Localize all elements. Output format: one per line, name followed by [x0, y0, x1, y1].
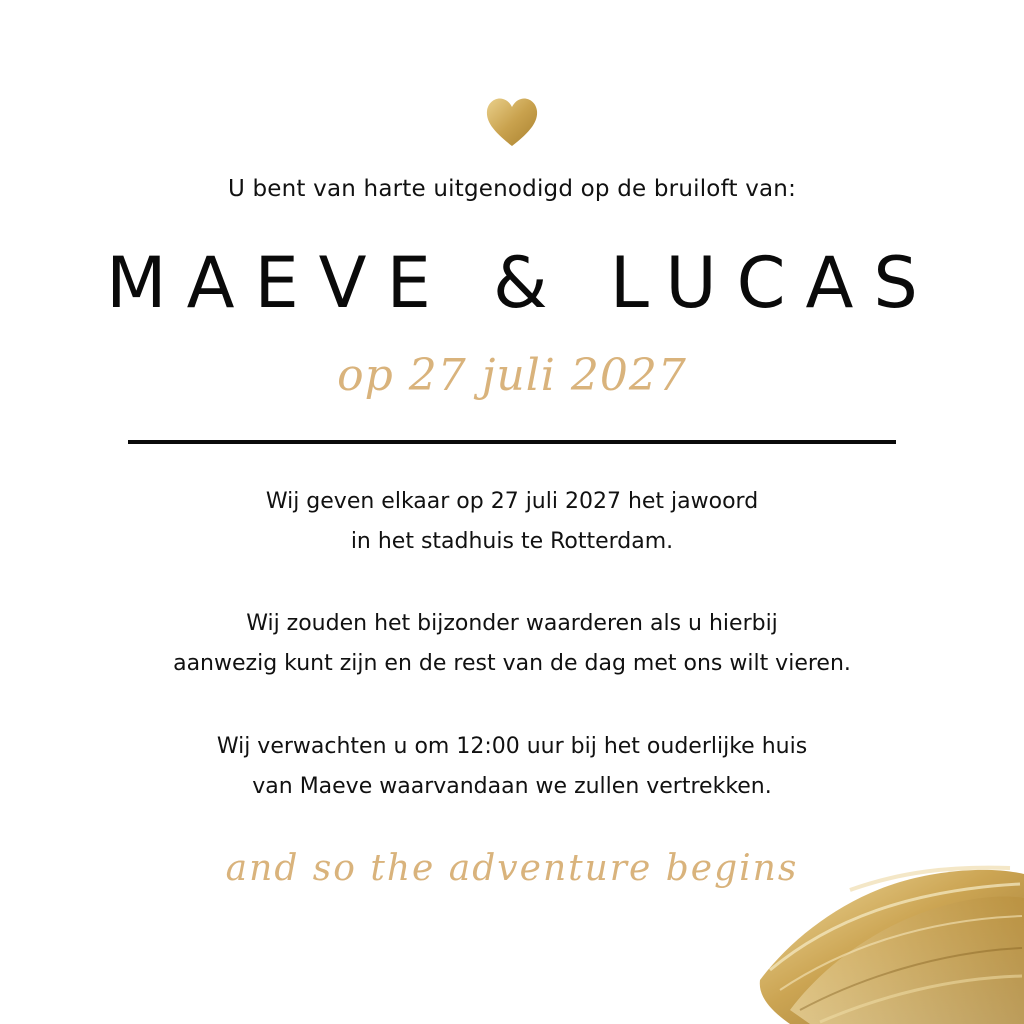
ceremony-line-1: Wij geven elkaar op 27 juli 2027 het jawoord [265, 489, 759, 514]
attendance-line-2: aanwezig kunt zijn en de rest van de dag met ons wilt vieren. [173, 651, 851, 676]
wedding-date-script: op 27 juli 2027 [337, 350, 687, 401]
closing-script: and so the adventure begins [225, 848, 799, 889]
invitation-intro: U bent van harte uitgenodigd op de bruiloft van: [227, 176, 797, 202]
departure-line-1: Wij verwachten u om 12:00 uur bij het ouderlijke huis [216, 734, 808, 759]
departure-paragraph [0, 727, 1024, 807]
departure-line-2: van Maeve waarvandaan we zullen vertrekken. [252, 774, 772, 799]
ceremony-paragraph [0, 482, 1024, 562]
ceremony-line-2: in het stadhuis te Rotterdam. [350, 529, 674, 554]
gold-brush-stroke [750, 860, 1024, 1024]
couple-names: MAEVE & LUCAS [106, 242, 938, 324]
divider-line [128, 440, 896, 444]
attendance-line-1: Wij zouden het bijzonder waarderen als u hierbij [246, 611, 778, 636]
attendance-paragraph [0, 604, 1024, 684]
gold-heart-icon [484, 94, 540, 150]
